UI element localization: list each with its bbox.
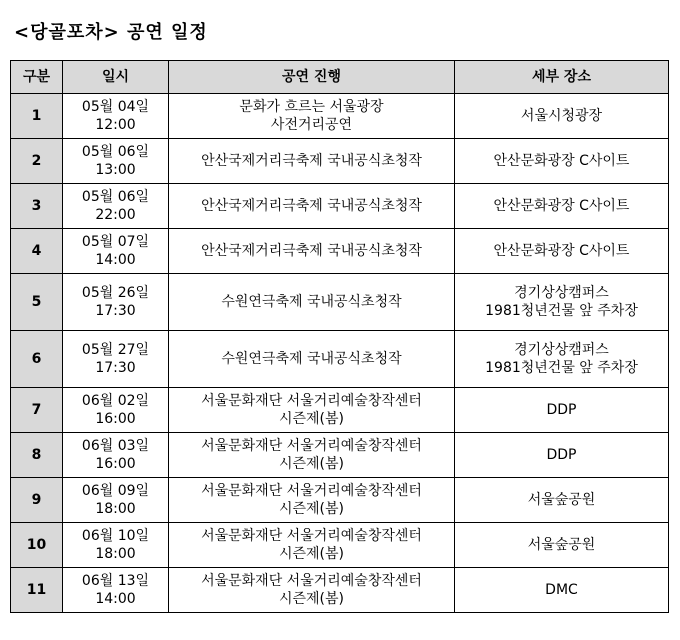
date-text: 06월 02일 <box>81 393 150 409</box>
performance-cell <box>169 478 455 523</box>
date-text: 05월 06일 <box>81 144 150 160</box>
venue-cell <box>455 433 669 478</box>
table-row <box>11 274 669 331</box>
datetime-cell <box>63 568 169 613</box>
performance-cell <box>169 388 455 433</box>
row-number: 10 <box>11 523 63 568</box>
venue-text: 1981청년건물 앞 주차장 <box>485 360 638 376</box>
time-text: 14:00 <box>95 591 136 607</box>
table-row <box>11 478 669 523</box>
table-row <box>11 331 669 388</box>
datetime-cell <box>63 229 169 274</box>
venue-text: 서울숲공원 <box>527 537 596 553</box>
performance-text: 시즌제(봄) <box>278 501 345 517</box>
venue-cell <box>455 274 669 331</box>
row-number: 5 <box>11 274 63 331</box>
venue-text: 안산문화광장 C사이트 <box>493 153 630 169</box>
time-text: 12:00 <box>95 117 136 133</box>
venue-text: 안산문화광장 C사이트 <box>493 243 630 259</box>
table-row <box>11 523 669 568</box>
date-text: 05월 27일 <box>81 342 150 358</box>
table-row <box>11 433 669 478</box>
venue-cell <box>455 139 669 184</box>
performance-text: 서울문화재단 서울거리예술창작센터 <box>201 393 422 409</box>
date-text: 05월 26일 <box>81 285 150 301</box>
venue-text: 서울숲공원 <box>527 492 596 508</box>
time-text: 14:00 <box>95 252 136 268</box>
row-number: 2 <box>11 139 63 184</box>
venue-text: 서울시청광장 <box>520 108 603 124</box>
datetime-cell <box>63 184 169 229</box>
venue-text: 안산문화광장 C사이트 <box>493 198 630 214</box>
venue-text: 경기상상캠퍼스 <box>514 342 609 358</box>
time-text: 17:30 <box>95 360 136 376</box>
performance-text: 시즌제(봄) <box>278 591 345 607</box>
performance-cell <box>169 139 455 184</box>
date-text: 06월 10일 <box>81 528 150 544</box>
performance-text: 서울문화재단 서울거리예술창작센터 <box>201 528 422 544</box>
venue-text: DDP <box>546 447 577 463</box>
venue-cell <box>455 94 669 139</box>
time-text: 18:00 <box>95 546 136 562</box>
header-performance: 공연 진행 <box>169 61 455 94</box>
table-row <box>11 568 669 613</box>
performance-text: 시즌제(봄) <box>278 456 345 472</box>
performance-text: 사전거리공연 <box>270 117 353 133</box>
venue-text: 경기상상캠퍼스 <box>514 285 609 301</box>
row-number: 7 <box>11 388 63 433</box>
header-row <box>11 61 669 94</box>
venue-cell <box>455 331 669 388</box>
time-text: 16:00 <box>95 456 136 472</box>
time-text: 18:00 <box>95 501 136 517</box>
row-number: 11 <box>11 568 63 613</box>
time-text: 16:00 <box>95 411 136 427</box>
performance-cell <box>169 274 455 331</box>
date-text: 05월 07일 <box>81 234 150 250</box>
table-row <box>11 388 669 433</box>
venue-cell <box>455 568 669 613</box>
venue-cell <box>455 478 669 523</box>
performance-text: 수원연극축제 국내공식초청작 <box>221 294 402 310</box>
performance-text: 수원연극축제 국내공식초청작 <box>221 351 402 367</box>
header-category: 구분 <box>11 61 63 94</box>
datetime-cell <box>63 433 169 478</box>
performance-text: 문화가 흐르는 서울광장 <box>239 99 384 115</box>
performance-text: 서울문화재단 서울거리예술창작센터 <box>201 483 422 499</box>
performance-text: 안산국제거리극축제 국내공식초청작 <box>201 243 422 259</box>
row-number: 9 <box>11 478 63 523</box>
datetime-cell <box>63 523 169 568</box>
schedule-table <box>10 60 669 613</box>
datetime-cell <box>63 478 169 523</box>
venue-text: DMC <box>545 582 578 598</box>
row-number: 3 <box>11 184 63 229</box>
datetime-cell <box>63 274 169 331</box>
header-datetime: 일시 <box>63 61 169 94</box>
table-row <box>11 139 669 184</box>
page-title: <당골포차> 공연 일정 <box>14 22 208 43</box>
performance-text: 서울문화재단 서울거리예술창작센터 <box>201 438 422 454</box>
time-text: 17:30 <box>95 303 136 319</box>
row-number: 1 <box>11 94 63 139</box>
date-text: 06월 09일 <box>81 483 150 499</box>
date-text: 06월 03일 <box>81 438 150 454</box>
venue-text: 1981청년건물 앞 주차장 <box>485 303 638 319</box>
performance-cell <box>169 568 455 613</box>
venue-cell <box>455 523 669 568</box>
datetime-cell <box>63 331 169 388</box>
row-number: 6 <box>11 331 63 388</box>
venue-cell <box>455 229 669 274</box>
performance-text: 안산국제거리극축제 국내공식초청작 <box>201 198 422 214</box>
performance-text: 안산국제거리극축제 국내공식초청작 <box>201 153 422 169</box>
time-text: 13:00 <box>95 162 136 178</box>
performance-text: 시즌제(봄) <box>278 546 345 562</box>
datetime-cell <box>63 94 169 139</box>
table-row <box>11 229 669 274</box>
performance-cell <box>169 331 455 388</box>
performance-cell <box>169 184 455 229</box>
datetime-cell <box>63 388 169 433</box>
performance-text: 서울문화재단 서울거리예술창작센터 <box>201 573 422 589</box>
date-text: 06월 13일 <box>81 573 150 589</box>
row-number: 8 <box>11 433 63 478</box>
row-number: 4 <box>11 229 63 274</box>
performance-cell <box>169 229 455 274</box>
venue-cell <box>455 184 669 229</box>
performance-cell <box>169 523 455 568</box>
date-text: 05월 04일 <box>81 99 150 115</box>
venue-text: DDP <box>546 402 577 418</box>
datetime-cell <box>63 139 169 184</box>
table-row <box>11 94 669 139</box>
performance-text: 시즌제(봄) <box>278 411 345 427</box>
time-text: 22:00 <box>95 207 136 223</box>
performance-cell <box>169 94 455 139</box>
performance-cell <box>169 433 455 478</box>
header-venue: 세부 장소 <box>455 61 669 94</box>
table-row <box>11 184 669 229</box>
venue-cell <box>455 388 669 433</box>
date-text: 05월 06일 <box>81 189 150 205</box>
